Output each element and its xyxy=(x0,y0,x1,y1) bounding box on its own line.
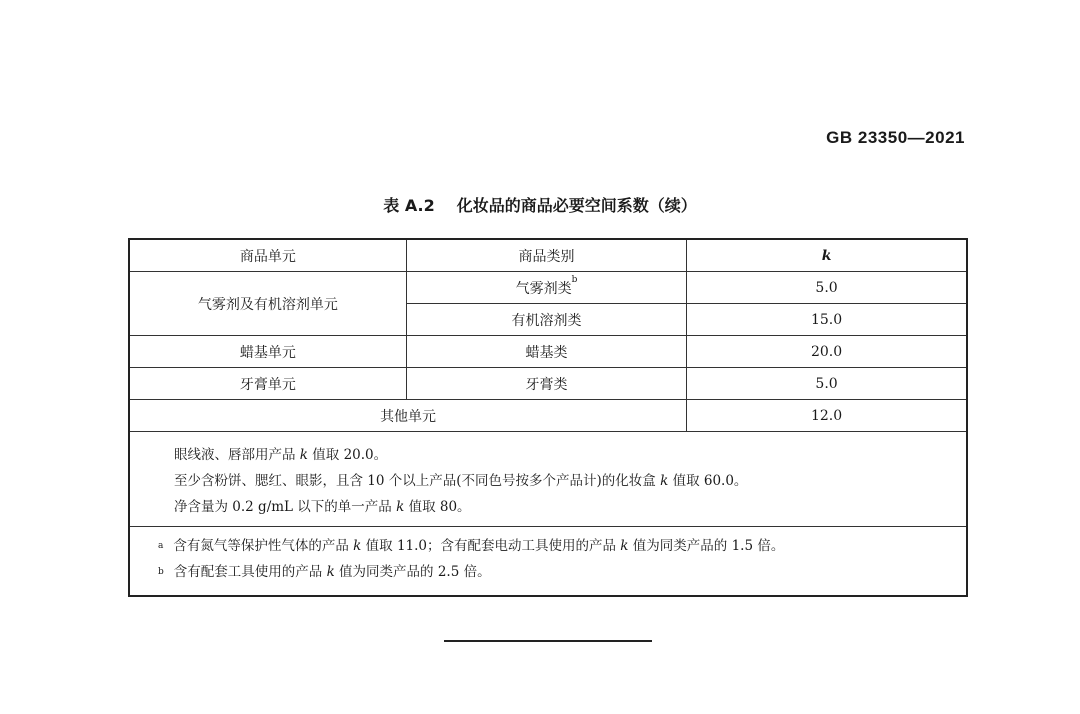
footnote-a-k-1: k xyxy=(353,538,362,554)
cell-toothpaste-category: 牙膏类 xyxy=(406,368,686,400)
table-title xyxy=(0,193,1080,216)
header-category: 商品类别 xyxy=(406,239,686,272)
cell-aerosol-category xyxy=(406,272,686,304)
notes-row xyxy=(129,432,967,597)
table-row xyxy=(129,336,967,368)
table-number: 表 A.2 xyxy=(383,196,435,215)
note-1-k: k xyxy=(299,447,308,463)
cell-aerosol-unit: 气雾剂及有机溶剂单元 xyxy=(129,272,406,336)
note-3-post: 值取 80。 xyxy=(404,499,471,515)
table-title-text: 化妆品的商品必要空间系数（续） xyxy=(456,196,697,215)
footnote-b-ref: b xyxy=(571,274,578,285)
note-1 xyxy=(174,442,966,468)
note-3-k: k xyxy=(396,499,405,515)
footnote-a-part-1: 含有氮气等保护性气体的产品 xyxy=(173,538,354,554)
cell-wax-unit: 蜡基单元 xyxy=(129,336,406,368)
cell-toothpaste-k: 5.0 xyxy=(687,368,967,400)
header-k: k xyxy=(687,239,967,272)
note-1-post: 值取 20.0。 xyxy=(307,447,388,463)
footnote-a xyxy=(130,526,966,559)
note-2-pre: 至少含粉饼、腮红、眼影，且含 10 个以上产品(不同色号按多个产品计)的化妆盒 xyxy=(174,473,661,489)
footnote-b-part-1: 含有配套工具使用的产品 xyxy=(173,564,327,580)
notes-cell xyxy=(129,432,967,597)
aerosol-category-text: 气雾剂类 xyxy=(515,280,572,297)
note-1-pre: 眼线液、唇部用产品 xyxy=(174,447,300,463)
table-header-row xyxy=(129,239,967,272)
cell-toothpaste-unit: 牙膏单元 xyxy=(129,368,406,400)
table-row xyxy=(129,272,967,304)
standard-code: GB 23350—2021 xyxy=(826,128,965,147)
cell-other-k: 12.0 xyxy=(687,400,967,432)
header-unit: 商品单元 xyxy=(129,239,406,272)
note-2 xyxy=(174,468,966,494)
note-2-k: k xyxy=(660,473,669,489)
cell-wax-category: 蜡基类 xyxy=(406,336,686,368)
cell-solvent-category: 有机溶剂类 xyxy=(406,304,686,336)
coefficient-table xyxy=(128,238,968,597)
footnote-a-part-2: 值取 11.0；含有配套电动工具使用的产品 xyxy=(361,538,621,554)
cell-wax-k: 20.0 xyxy=(687,336,967,368)
table-row xyxy=(129,400,967,432)
note-3-pre: 净含量为 0.2 g/mL 以下的单一产品 xyxy=(174,499,397,515)
table-row xyxy=(129,368,967,400)
footnote-a-part-3: 值为同类产品的 1.5 倍。 xyxy=(628,538,785,554)
note-2-post: 值取 60.0。 xyxy=(668,473,748,489)
note-3 xyxy=(174,494,966,520)
footnote-b-k-1: k xyxy=(326,564,335,580)
footnote-a-k-2: k xyxy=(620,538,629,554)
footnote-b xyxy=(158,559,966,585)
cell-aerosol-k: 5.0 xyxy=(687,272,967,304)
footnote-a-mark: a xyxy=(158,541,164,551)
bottom-rule xyxy=(444,640,652,642)
cell-other-unit: 其他单元 xyxy=(129,400,687,432)
footnote-b-part-2: 值为同类产品的 2.5 倍。 xyxy=(334,564,491,580)
cell-solvent-k: 15.0 xyxy=(687,304,967,336)
footnote-b-mark: b xyxy=(158,567,164,577)
